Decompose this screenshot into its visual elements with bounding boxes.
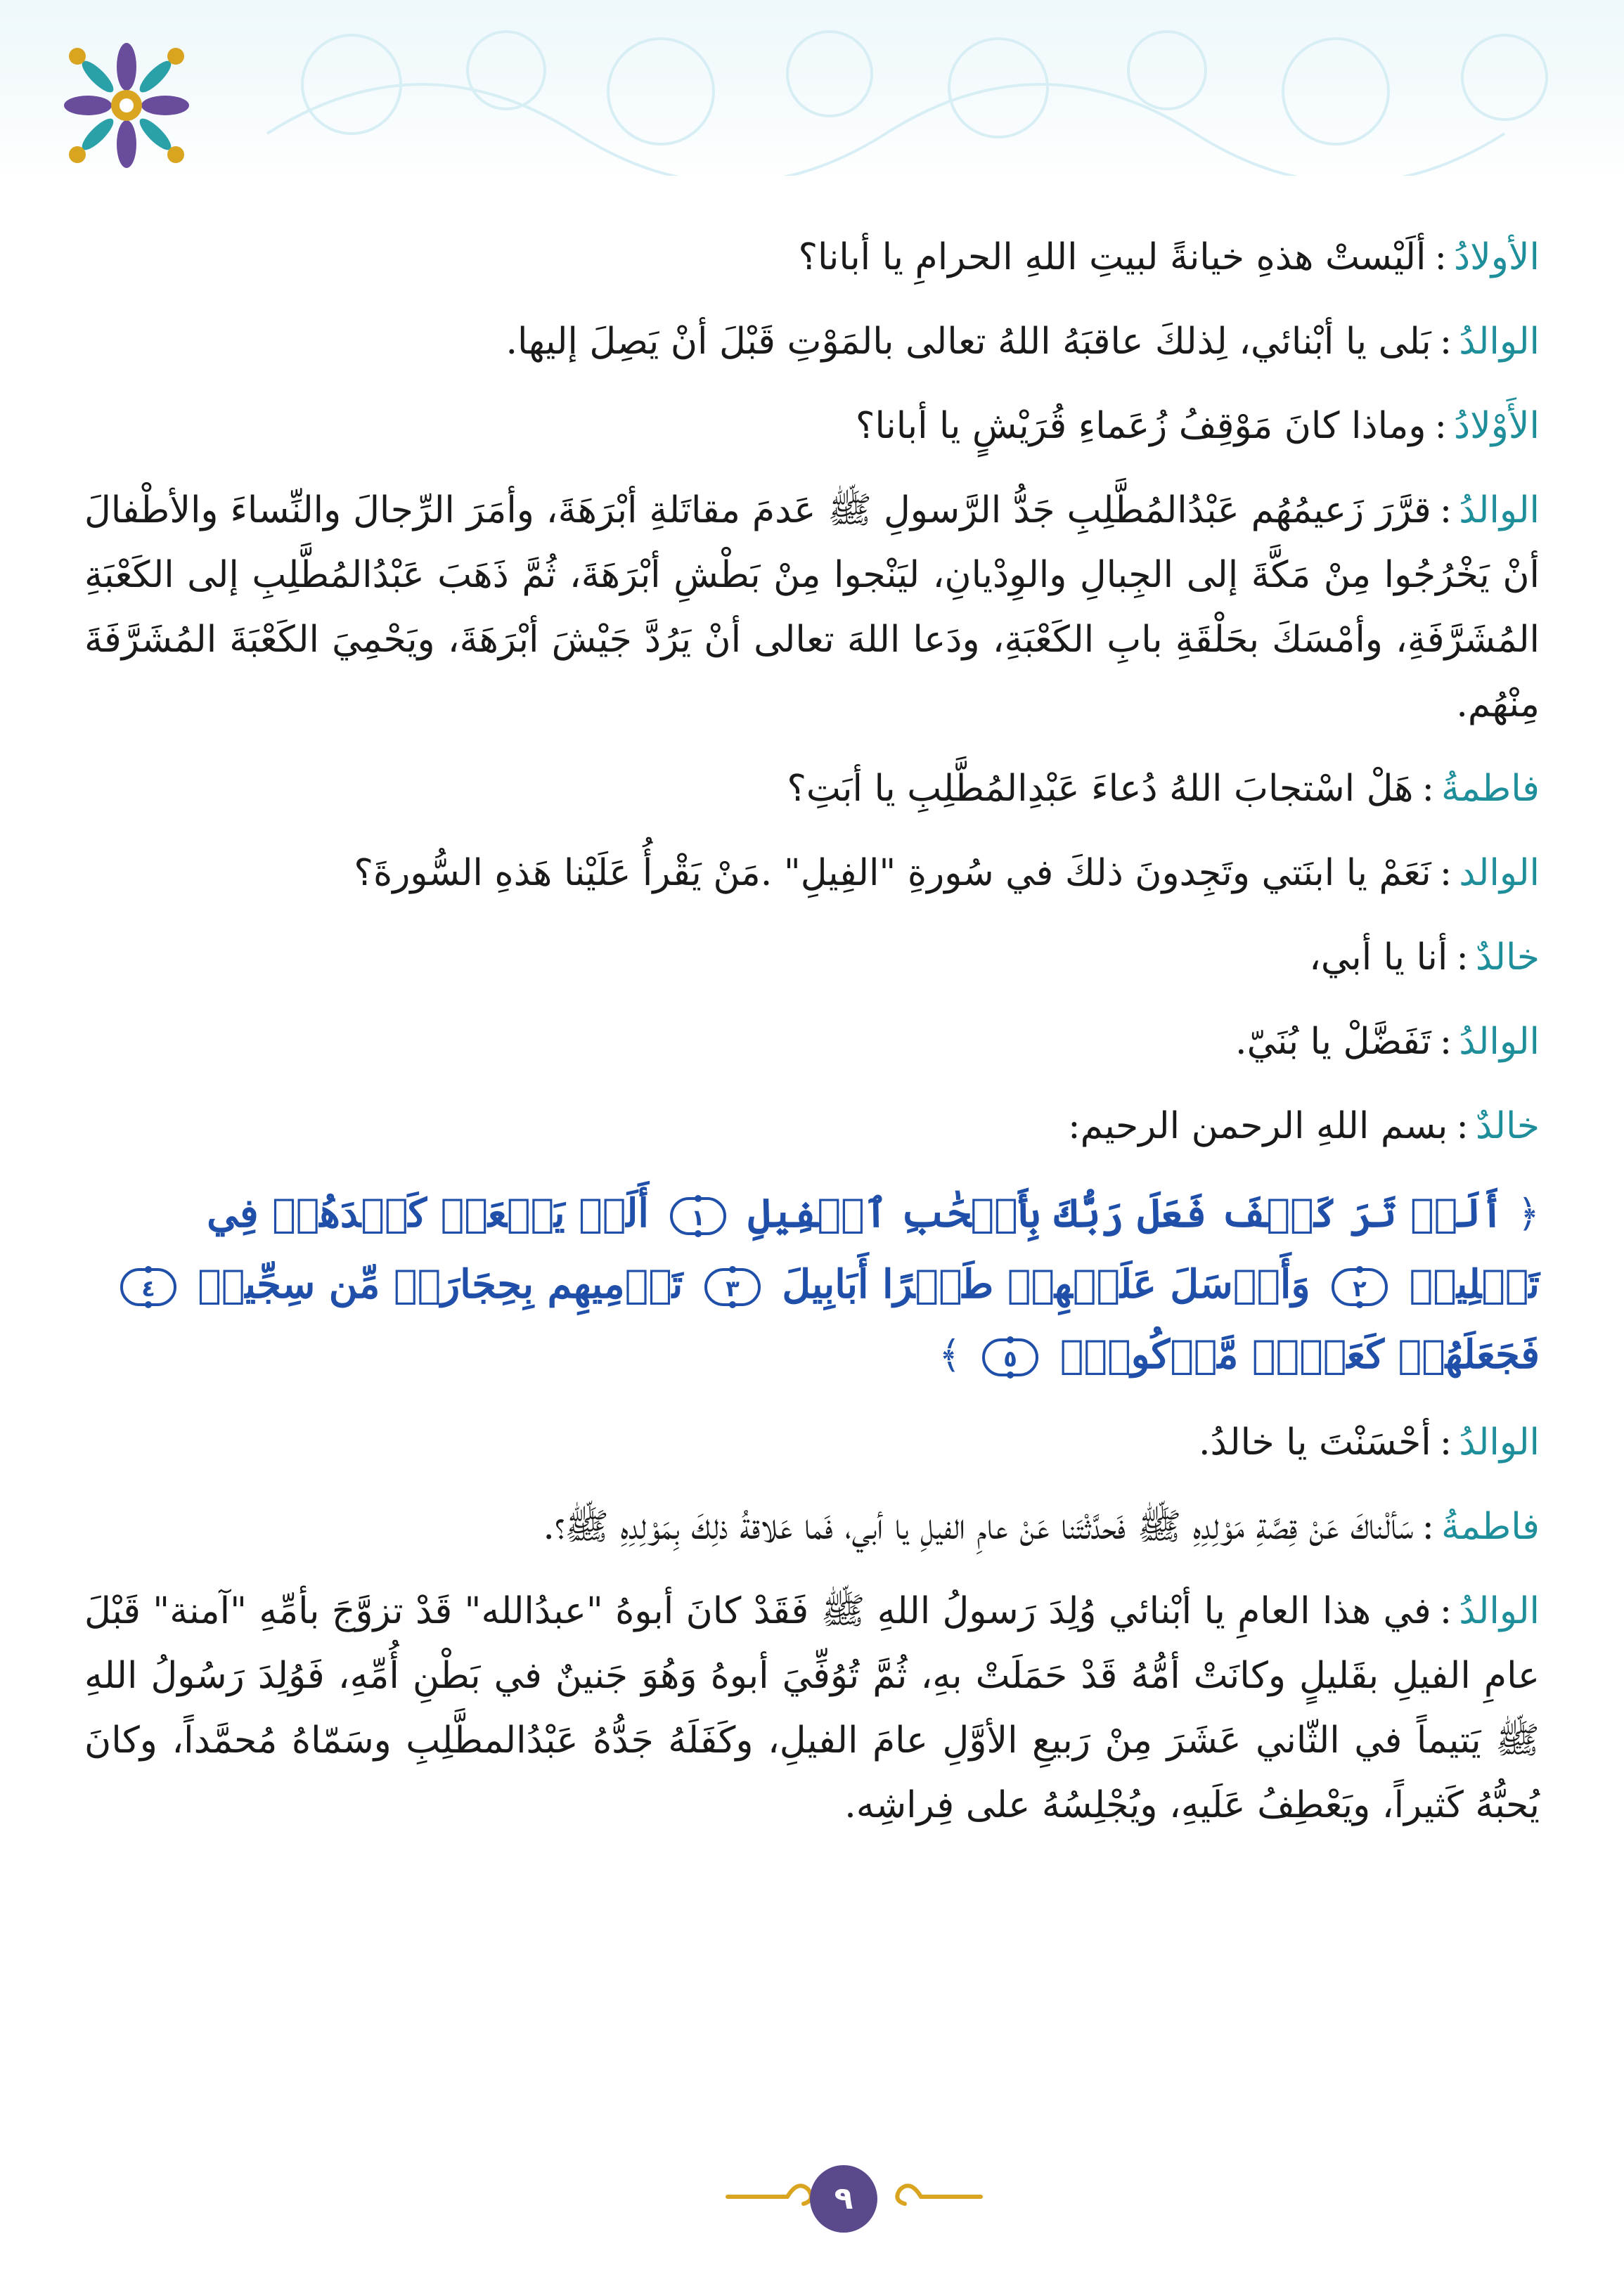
dialogue-line: الوالدُ:بَلى يا أبْنائي، لِذلكَ عاقبَهُ اللهُ تعالى بالمَوْتِ قَبْلَ أنْ يَصِلَ إليها. <box>505 321 1540 363</box>
arabesque-background-decoration <box>211 7 1610 176</box>
speaker-label: الأَوْلادُ <box>1453 405 1540 447</box>
page-body <box>84 225 1540 1857</box>
svg-text:٣: ٣ <box>726 1275 740 1303</box>
dialogue-line: الوالدُ:تَفَضَّلْ يا بُنَيّ. <box>1235 1021 1540 1063</box>
line-text: هَلْ اسْتجابَ اللهُ دُعاءَ عَبْدِالمُطَّلِبِ يا أبَتِ؟ <box>787 768 1414 810</box>
dialogue-line: خالدٌ:بسم اللهِ الرحمن الرحيم: <box>1068 1105 1540 1147</box>
ayah-number-marker <box>1331 1265 1388 1309</box>
ayah-number-marker <box>981 1336 1039 1379</box>
line-text: تَفَضَّلْ يا بُنَيّ. <box>1235 1021 1431 1063</box>
dialogue-line: الوالدُ:قرَّرَ زَعيمُهُم عَبْدُالمُطَّلِبِ جَدُّ الرَّسولِ ﷺ عَدمَ مقاتَلةِ أبْرَهَةَ، وأمَرَ الرِّجالَ والنِّساءَ والأطْفالَ أنْ يَخْرُجُوا مِنْ مَكَّةَ إلى الجِبالِ والوِدْيانِ، ليَنْجوا مِنْ بَطْشِ أبْرَهَةَ، ثُمَّ ذَهَبَ عَبْدُالمُطَّلِبِ إلى الكَعْبَةِ المُشَرَّفَةِ، وأمْسَكَ بحَلْقَةِ بابِ الكَعْبَةِ، ودَعا اللهَ تعالى أنْ يَرُدَّ جَيْشَ أبْرَهَةَ، ويَحْمِيَ الكَعْبَةَ المُشَرَّفَةَ مِنْهُم. <box>84 489 1540 725</box>
dialogue-line: خالدٌ:أنا يا أبي، <box>1309 936 1540 979</box>
line-text: سَألْناكَ عَنْ قِصَّةِ مَوْلِدِهِ ﷺ فَحدَّثْتَنا عَنْ عامِ الفيلِ يا أبي، فَما عَلاقةُ ذلِكَ بِمَوْلِدِهِ ﷺ؟. <box>543 1506 1414 1548</box>
ayah-text: وَأَرۡسَلَ عَلَيۡهِمۡ طَيۡرًا أَبَابِيلَ <box>782 1261 1310 1308</box>
dialogue-line: الوالدُ:أحْسَنْتَ يا خالدُ. <box>1198 1421 1540 1464</box>
speaker-label: الأولادُ <box>1453 236 1540 278</box>
line-text: أنا يا أبي، <box>1309 936 1448 979</box>
line-text: بسم اللهِ الرحمن الرحيم: <box>1068 1105 1448 1147</box>
speaker-label: الوالدُ <box>1459 1590 1540 1632</box>
ayah-text: تَرۡمِيهِم بِحِجَارَةٖ مِّن سِجِّيلٖ <box>198 1261 683 1308</box>
dialogue-line: فاطمةُ:هَلْ اسْتجابَ اللهُ دُعاءَ عَبْدِالمُطَّلِبِ يا أبَتِ؟ <box>787 768 1540 810</box>
line-text: ألَيْستْ هذهِ خيانةً لبيتِ اللهِ الحرامِ يا أبانا؟ <box>798 236 1426 278</box>
svg-text:٢: ٢ <box>1353 1275 1367 1303</box>
line-text: قرَّرَ زَعيمُهُم عَبْدُالمُطَّلِبِ جَدُّ الرَّسولِ ﷺ عَدمَ مقاتَلةِ أبْرَهَةَ، وأمَرَ الرِّجالَ والنِّساءَ والأطْفالَ أنْ يَخْرُجُوا مِنْ مَكَّةَ إلى الجِبالِ والوِدْيانِ، ليَنْجوا مِنْ بَطْشِ أبْرَهَةَ، ثُمَّ ذَهَبَ عَبْدُالمُطَّلِبِ إلى الكَعْبَةِ المُشَرَّفَةِ، وأمْسَكَ بحَلْقَةِ بابِ الكَعْبَةِ، ودَعا اللهَ تعالى أنْ يَرُدَّ جَيْشَ أبْرَهَةَ، ويَحْمِيَ الكَعْبَةَ المُشَرَّفَةَ مِنْهُم. <box>84 489 1540 725</box>
svg-text:٥: ٥ <box>1003 1345 1018 1373</box>
quran-close-bracket: ﴾ <box>939 1333 961 1377</box>
header-band <box>0 0 1624 183</box>
quran-open-bracket: ﴿ <box>1517 1192 1540 1236</box>
quran-surah-al-fil <box>84 1178 1540 1390</box>
speaker-label: الوالد <box>1459 852 1540 894</box>
svg-text:٤: ٤ <box>141 1275 155 1303</box>
line-text: وماذا كانَ مَوْقِفُ زُعَماءِ قُرَيْشٍ يا أبانا؟ <box>855 405 1426 447</box>
line-text: نَعَمْ يا ابنَتي وتَجِدونَ ذلكَ في سُورةِ "الفِيلِ" .مَنْ يَقْرأُ عَلَيْنا هَذهِ السُّورةَ؟ <box>354 852 1431 894</box>
page-number-badge: ٩ <box>810 2165 877 2233</box>
dialogue-line: الوالد:نَعَمْ يا ابنَتي وتَجِدونَ ذلكَ في سُورةِ "الفِيلِ" .مَنْ يَقْرأُ عَلَيْنا هَذهِ السُّورةَ؟ <box>354 852 1540 894</box>
speaker-label: فاطمةُ <box>1441 768 1540 810</box>
line-text: أحْسَنْتَ يا خالدُ. <box>1198 1421 1431 1464</box>
speaker-label: الوالدُ <box>1459 1021 1540 1063</box>
dialogue-line: الوالدُ:في هذا العامِ يا أبْنائي وُلِدَ رَسولُ اللهِ ﷺ فَقَدْ كانَ أبوهُ "عبدُالله" قَدْ تزوَّجَ بأمِّهِ "آمنة" قَبْلَ عامِ الفيلِ بقَليلٍ وكانَتْ أمُّهُ قَدْ حَمَلَتْ بهِ، ثُمَّ تُوُفِّيَ أبوهُ وَهُوَ جَنينٌ في بَطْنِ أُمِّهِ، فَوُلِدَ رَسُولُ اللهِ ﷺ يَتيماً في الثّاني عَشَرَ مِنْ رَبيعِ الأوَّلِ عامَ الفيلِ، وكَفَلَهُ جَدُّهُ عَبْدُالمطَّلِبِ وسَمّاهُ مُحمَّداً، وكانَ يُحبُّهُ كَثيراً، ويَعْطِفُ عَلَيهِ، ويُجْلِسُهُ على فِراشِه. <box>84 1590 1540 1826</box>
speaker-label: خالدٌ <box>1475 936 1540 979</box>
speaker-label: خالدٌ <box>1475 1105 1540 1147</box>
speaker-label: الوالدُ <box>1459 321 1540 363</box>
ayah-text: فَجَعَلَهُمۡ كَعَصۡفٖ مَّأۡكُولِۭ <box>1059 1331 1540 1378</box>
speaker-label: فاطمةُ <box>1441 1506 1540 1548</box>
line-text: في هذا العامِ يا أبْنائي وُلِدَ رَسولُ اللهِ ﷺ فَقَدْ كانَ أبوهُ "عبدُالله" قَدْ تزوَّجَ بأمِّهِ "آمنة" قَبْلَ عامِ الفيلِ بقَليلٍ وكانَتْ أمُّهُ قَدْ حَمَلَتْ بهِ، ثُمَّ تُوُفِّيَ أبوهُ وَهُوَ جَنينٌ في بَطْنِ أُمِّهِ، فَوُلِدَ رَسُولُ اللهِ ﷺ يَتيماً في الثّاني عَشَرَ مِنْ رَبيعِ الأوَّلِ عامَ الفيلِ، وكَفَلَهُ جَدُّهُ عَبْدُالمطَّلِبِ وسَمّاهُ مُحمَّداً، وكانَ يُحبُّهُ كَثيراً، ويَعْطِفُ عَلَيهِ، ويُجْلِسُهُ على فِراشِه. <box>84 1590 1540 1826</box>
ayah-text: أَلَمۡ تَرَ كَيۡفَ فَعَلَ رَبُّكَ بِأَصۡحَٰبِ ٱلۡفِيلِ <box>747 1190 1504 1237</box>
line-text: بَلى يا أبْنائي، لِذلكَ عاقبَهُ اللهُ تعالى بالمَوْتِ قَبْلَ أنْ يَصِلَ إليها. <box>505 321 1431 363</box>
floral-ornament-icon <box>56 35 197 176</box>
speaker-label: الوالدُ <box>1459 489 1540 531</box>
ayah-number-marker <box>704 1265 761 1309</box>
dialogue-line: الأَوْلادُ:وماذا كانَ مَوْقِفُ زُعَماءِ قُرَيْشٍ يا أبانا؟ <box>855 405 1540 447</box>
dialogue-line: فاطمةُ:سَألْناكَ عَنْ قِصَّةِ مَوْلِدِهِ ﷺ فَحدَّثْتَنا عَنْ عامِ الفيلِ يا أبي، فَما عَلاقةُ ذلِكَ بِمَوْلِدِهِ ﷺ؟. <box>543 1506 1540 1548</box>
speaker-label: الوالدُ <box>1459 1421 1540 1464</box>
svg-text:١: ١ <box>691 1204 706 1232</box>
ayah-number-marker <box>669 1194 727 1238</box>
ayah-text: أَلَمۡ يَجۡعَلۡ كَيۡدَهُمۡ فِي تَضۡلِيلٖ <box>207 1190 1540 1308</box>
ayah-number-marker <box>120 1265 177 1309</box>
dialogue-line: الأولادُ:ألَيْستْ هذهِ خيانةً لبيتِ اللهِ الحرامِ يا أبانا؟ <box>798 236 1540 278</box>
